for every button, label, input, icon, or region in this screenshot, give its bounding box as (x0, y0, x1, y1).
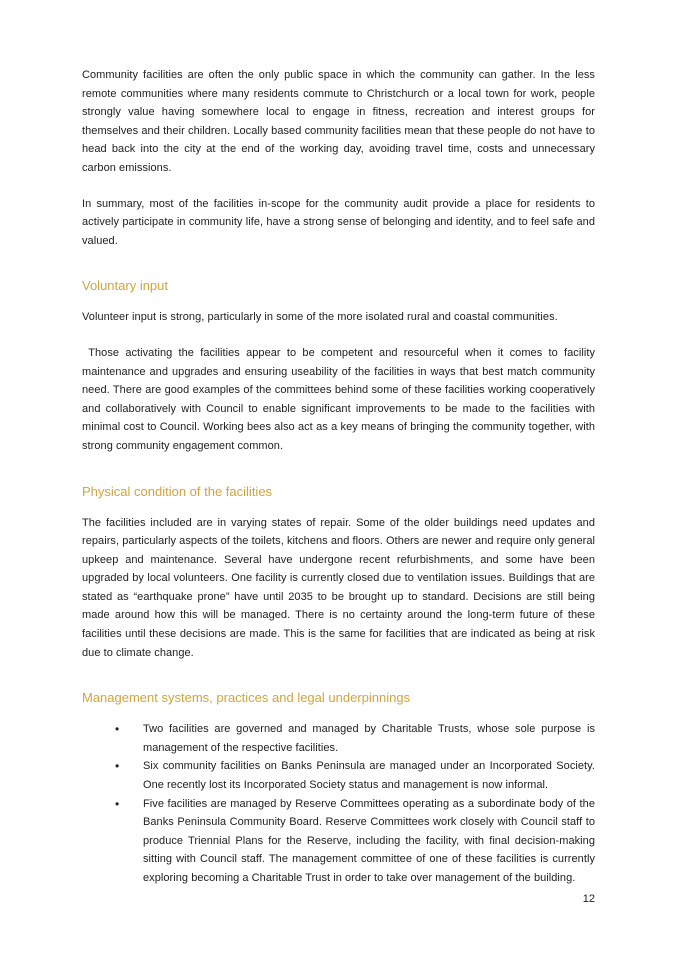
management-bullet-list (82, 720, 595, 887)
section-heading-physical-condition: Physical condition of the facilities (82, 483, 273, 499)
list-item-reserve-committees: • Five facilities are managed by Reserve Committees operating as a subordinate body of the Banks Peninsula Community Board. Reserve Committees work closely with Council staff to produce Triennial Plans for the Reserve, including the facility, with final decision-making sitting with Council staff. The management committee of one of these facilities is currently exploring becoming a Charitable Trust in order to take over management of the building. (82, 795, 595, 888)
section-heading-voluntary-input: Voluntary input (82, 278, 169, 294)
paragraph-volunteer-input: Volunteer input is strong, particularly in some of the more isolated rural and coastal communities. (82, 311, 558, 324)
list-item-charitable-trusts: • Two facilities are governed and managed by Charitable Trusts, whose sole purpose is management of the respective facilities. (82, 720, 595, 757)
page-number: 12 (582, 893, 595, 905)
list-item-incorporated-society: • Six community facilities on Banks Peninsula are managed under an Incorporated Society. One recently lost its Incorporated Society status and management is now informal. (82, 757, 595, 794)
paragraph-community-facilities: Community facilities are often the only public space in which the community can gather. In the less remote communities where many residents commute to Christchurch or a local town for work, people strongly value having somewhere local to engage in fitness, recreation and interest groups for themselves and their children. Locally based community facilities mean that these people do not have to head back into the city at the end of the working day, avoiding travel time, costs and unnecessary carbon emissions. (82, 69, 595, 174)
document-body (82, 66, 595, 888)
section-heading-management-systems: Management systems, practices and legal underpinnings (82, 690, 411, 706)
paragraph-those-activating: Those activating the facilities appear to be competent and resourceful when it comes to facility maintenance and upgrades and ensuring useability of the facilities in ways that best match community need. There are good examples of the committees behind some of these facilities working cooperatively and collaboratively with Council to enable significant improvements to be made to the facilities with minimal cost to Council. Working bees also act as a key means of bringing the community together, with strong community engagement common. (82, 346, 595, 452)
paragraph-in-summary: In summary, most of the facilities in-scope for the community audit provide a place for residents to actively participate in community life, have a strong sense of belonging and identity, and to feel safe and valued. (82, 197, 595, 247)
paragraph-facilities-condition: The facilities included are in varying states of repair. Some of the older buildings need updates and repairs, particularly aspects of the toilets, kitchens and floors. Others are newer and require only general upkeep and maintenance. Several have undergone recent refurbishments, and some have been upgraded by local volunteers. One facility is currently closed due to ventilation issues. Buildings that are stated as “earthquake prone” have until 2035 to be brought up to standard. Decisions are still being made around how this will be managed. There is no certainty around the long-term future of these facilities until these decisions are made. This is the same for facilities that are indicated as being at risk due to climate change. (82, 516, 595, 659)
